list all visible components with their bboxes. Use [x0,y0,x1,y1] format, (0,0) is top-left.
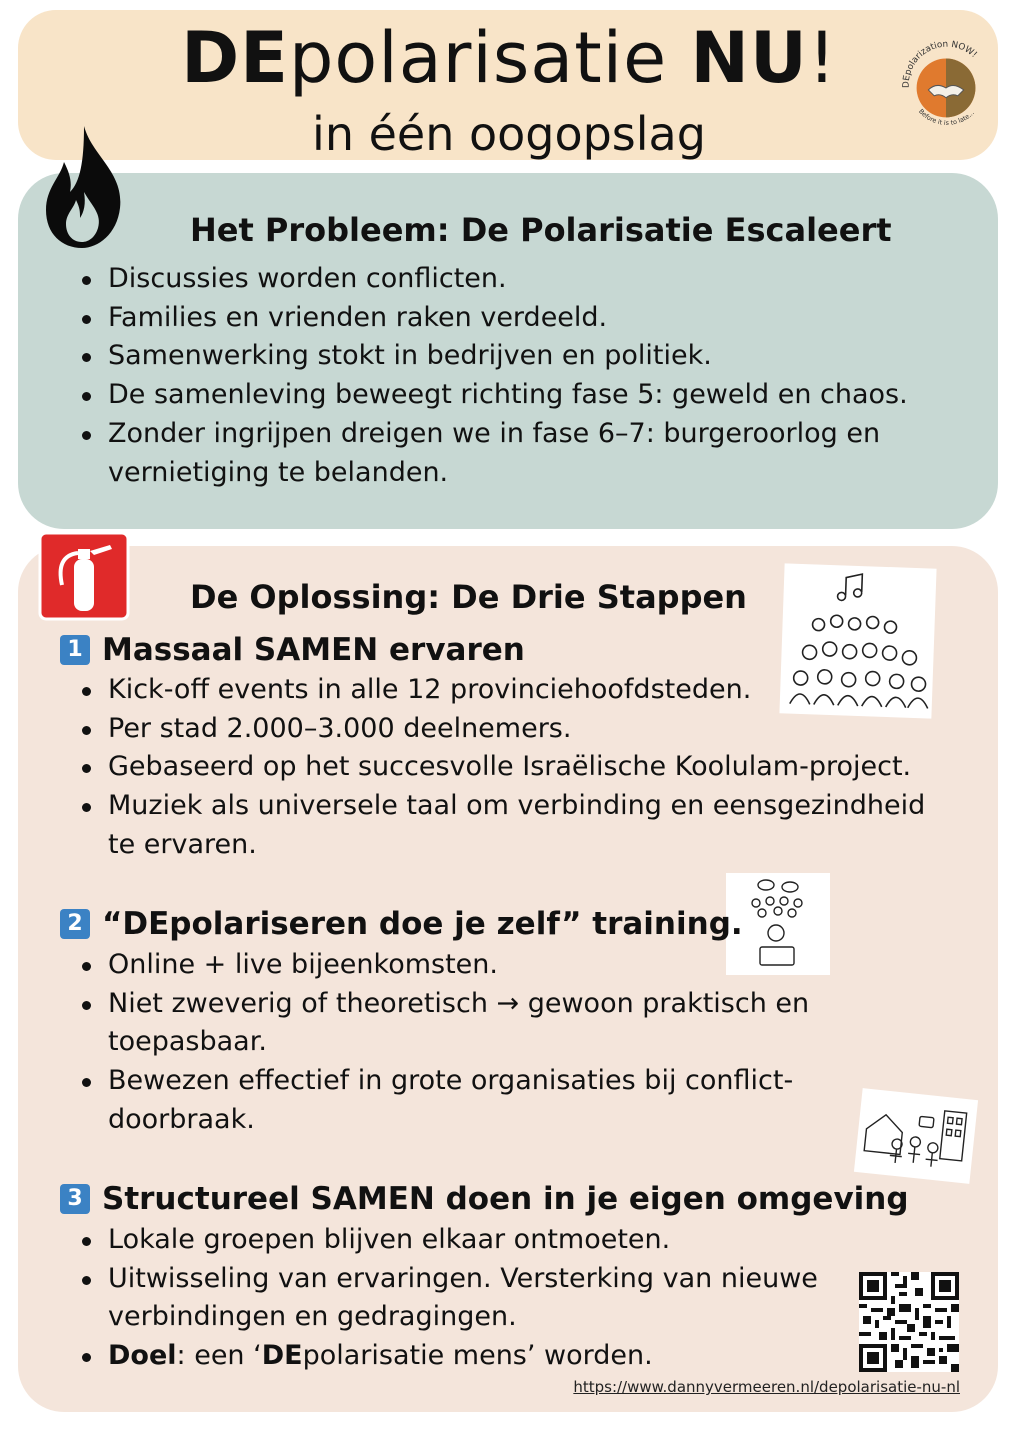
step-2-number-badge: 2 [60,909,90,939]
qr-code[interactable] [859,1272,959,1372]
step-3-title: 3 Structureel SAMEN doen in je eigen omgeving [60,1179,909,1219]
step-2-list [80,946,840,1140]
step-3-list [80,1221,840,1376]
depolarization-now-logo [897,37,995,135]
step-1-number-badge: 1 [60,635,90,665]
list-item: Online + live bijeenkomsten. [80,946,840,985]
page-title: DEpolarisatie NU! [181,17,837,99]
solution-heading: De Oplossing: De Drie Stappen [190,578,747,616]
page-subtitle: in één oogopslag [312,107,706,161]
step-3-number-badge: 3 [60,1184,90,1214]
list-item: Gebaseerd op het succesvolle Israëlische Koolulam-project. [80,748,960,787]
list-item: Niet zweverig of theoretisch → gewoon praktisch en toepasbaar. [80,985,840,1062]
list-item: Samenwerking stokt in bedrijven en politiek. [80,337,970,376]
flame-icon [40,122,126,250]
list-item: Zonder ingrijpen dreigen we in fase 6–7: burgeroorlog en vernietiging te belanden. [80,415,970,492]
list-item: Lokale groepen blijven elkaar ontmoeten. [80,1221,840,1260]
list-item: De samenleving beweegt richting fase 5: geweld en chaos. [80,376,970,415]
community-illustration [854,1088,978,1184]
svg-text:DEpolarization NOW!: DEpolarization NOW! [901,39,979,89]
list-item: Kick-off events in alle 12 provinciehoofdsteden. [80,671,960,710]
footer-link[interactable]: https://www.dannyvermeeren.nl/depolarisatie-nu-nl [573,1378,960,1396]
fire-extinguisher-icon [38,531,130,621]
list-item: Bewezen effectief in grote organisaties bij conflict-doorbraak. [80,1062,840,1139]
step-2-title: 2 “DEpolariseren doe je zelf” training. [60,904,743,944]
problem-list [80,260,970,492]
svg-text:Before it is to late...: Before it is to late... [917,107,976,127]
list-item: Uitwisseling van ervaringen. Versterking van nieuwe verbindingen en gedragingen. [80,1260,840,1337]
step-1-list [80,671,960,865]
step-1-title: 1 Massaal SAMEN ervaren [60,630,525,670]
list-item: Discussies worden conflicten. [80,260,970,299]
problem-heading: Het Probleem: De Polarisatie Escaleert [190,211,892,249]
list-item: Families en vrienden raken verdeeld. [80,299,970,338]
list-item: Per stad 2.000–3.000 deelnemers. [80,710,960,749]
goal-item: Doel: een ‘DEpolarisatie mens’ worden. [80,1337,840,1376]
list-item: Muziek als universele taal om verbinding en eensgezindheid te ervaren. [80,787,960,864]
